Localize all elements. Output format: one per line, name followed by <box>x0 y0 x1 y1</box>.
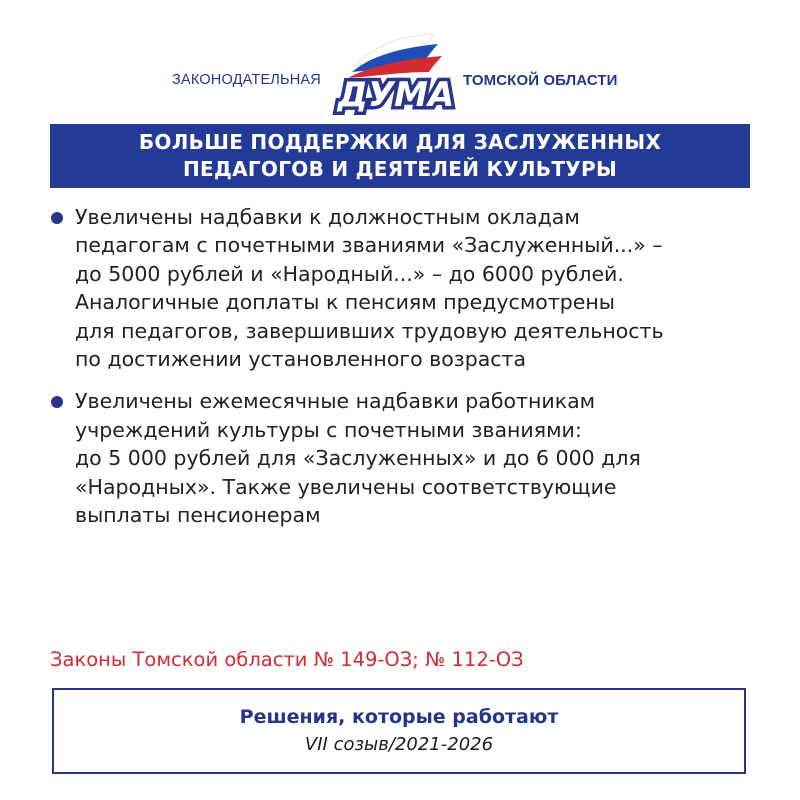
bullet-1-line: по достижении установленного возраста <box>75 347 527 372</box>
header-right-text: ТОМСКОЙ ОБЛАСТИ <box>463 72 618 89</box>
footer-title: Решения, которые работают <box>239 706 559 728</box>
footer-box <box>52 688 746 774</box>
bullet-2-line: Увеличены ежемесячные надбавки работникам <box>75 389 596 414</box>
laws-reference: Законы Томской области № 149-ОЗ; № 112-ОЗ <box>50 648 524 671</box>
bullet-list <box>50 203 750 543</box>
bullet-1-line: педагогам с почетными званиями «Заслуженный...» – <box>75 233 663 258</box>
duma-logo <box>326 28 466 118</box>
header <box>0 28 800 118</box>
bullet-2-line: учреждений культуры с почетными званиями: <box>75 417 582 442</box>
bullet-1-line: Увеличены надбавки к должностным окладам <box>75 205 580 229</box>
bullet-1-line: Аналогичные доплаты к пенсиям предусмотрены <box>75 290 615 315</box>
title-banner <box>50 124 750 188</box>
banner-line-2: ПЕДАГОГОВ И ДЕЯТЕЛЕЙ КУЛЬТУРЫ <box>182 157 617 181</box>
bullet-1-line: до 5000 рублей и «Народный...» – до 6000 рублей. <box>75 261 624 286</box>
logo-wordmark: ДУМА <box>337 75 455 115</box>
flag-logo-icon <box>326 28 466 118</box>
bullet-item-teachers <box>50 203 750 373</box>
header-left-text: ЗАКОНОДАТЕЛЬНАЯ <box>172 72 321 88</box>
bullet-2-line: выплаты пенсионерам <box>75 503 321 528</box>
bullet-2-line: «Народных». Также увеличены соответствующие <box>75 474 617 499</box>
bullet-2-line: до 5 000 рублей для «Заслуженных» и до 6 000 для <box>75 446 641 471</box>
bullet-item-culture <box>50 387 750 529</box>
footer-subtitle: VII созыв/2021-2026 <box>304 734 494 755</box>
banner-line-1: БОЛЬШЕ ПОДДЕРЖКИ ДЛЯ ЗАСЛУЖЕННЫХ <box>138 130 662 154</box>
bullet-1-line: для педагогов, завершивших трудовую деятельность <box>75 318 664 343</box>
bullet-dot-icon <box>51 396 63 408</box>
bullet-dot-icon <box>51 212 63 224</box>
